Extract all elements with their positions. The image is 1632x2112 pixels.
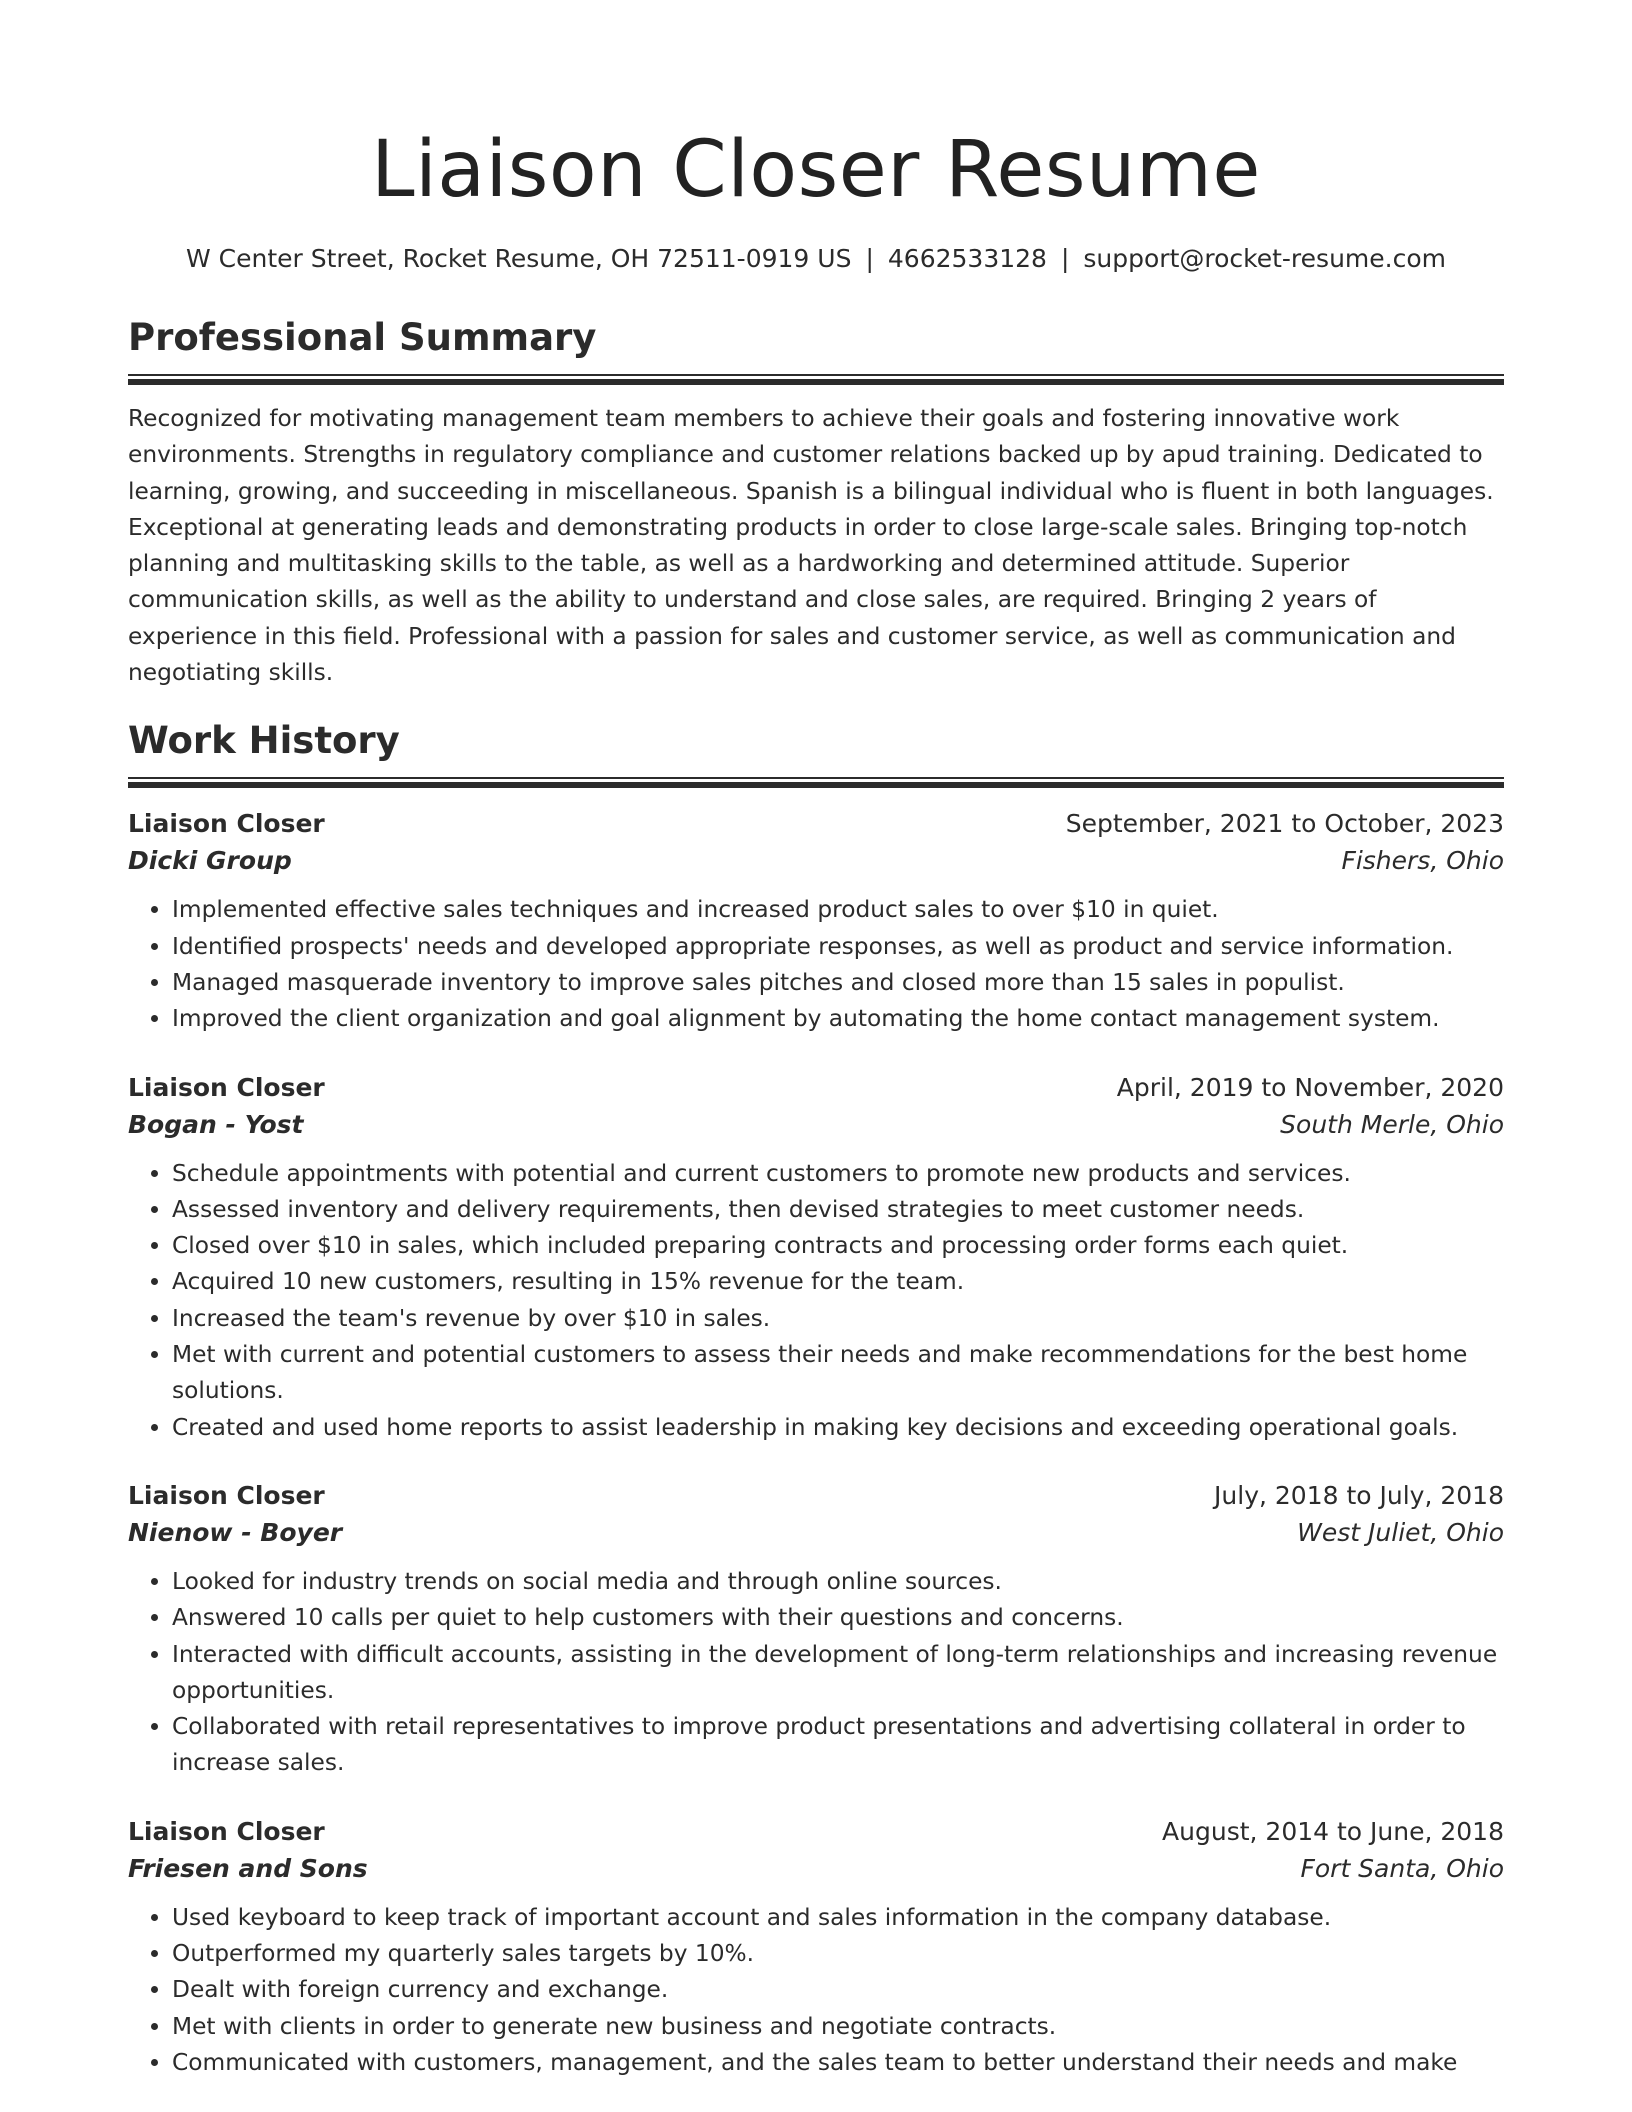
job-bullet: • Communicated with customers, management, and the sales team to better understand their needs and make	[172, 2045, 1504, 2081]
job-dates: July, 2018 to July, 2018	[1214, 1480, 1504, 1510]
work-history-heading: Work History	[128, 719, 400, 763]
job-bullet: • Acquired 10 new customers, resulting in 15% revenue for the team.	[172, 1264, 1504, 1300]
job-bullet: • Interacted with difficult accounts, assisting in the development of long-term relationships and increasing revenue opportunities.	[172, 1637, 1504, 1710]
work-history-section	[128, 719, 1504, 2081]
job-header-row	[128, 806, 1504, 842]
job-entry	[128, 1814, 1504, 2081]
job-bullet-list	[128, 1156, 1504, 1446]
job-entry	[128, 1478, 1504, 1782]
job-bullet: • Implemented effective sales techniques and increased product sales to over $10 in quiet.	[172, 892, 1504, 928]
job-bullet: • Dealt with foreign currency and exchange.	[172, 1972, 1504, 2008]
address: W Center Street, Rocket Resume, OH 72511-0919 US	[185, 244, 852, 273]
job-title: Liaison Closer	[128, 1480, 325, 1510]
summary-section	[128, 316, 1504, 691]
section-divider	[128, 777, 1504, 788]
job-bullet: • Outperformed my quarterly sales targets by 10%.	[172, 1936, 1504, 1972]
job-location: South Merle, Ohio	[1280, 1109, 1504, 1139]
job-bullet: • Used keyboard to keep track of important account and sales information in the company database.	[172, 1900, 1504, 1936]
job-bullet: • Managed masquerade inventory to improve sales pitches and closed more than 15 sales in populist.	[172, 965, 1504, 1001]
job-company-row	[128, 842, 1504, 880]
job-company: Friesen and Sons	[128, 1853, 368, 1883]
job-company: Bogan - Yost	[128, 1109, 304, 1139]
job-bullet: • Increased the team's revenue by over $10 in sales.	[172, 1301, 1504, 1337]
job-bullet: • Assessed inventory and delivery requirements, then devised strategies to meet customer needs.	[172, 1192, 1504, 1228]
job-location: Fishers, Ohio	[1341, 846, 1504, 876]
job-title: Liaison Closer	[128, 809, 325, 839]
job-bullet: • Schedule appointments with potential and current customers to promote new products and services.	[172, 1156, 1504, 1192]
job-bullet-list	[128, 892, 1504, 1037]
email: support@rocket-resume.com	[1083, 244, 1446, 273]
resume-page	[128, 0, 1504, 2081]
summary-text: Recognized for motivating management team members to achieve their goals and fostering innovative work environments. Strengths in regulatory compliance and customer relations backed up by apud training. Dedicated to learning, growing, and succeeding in miscellaneous. Spanish is a bilingual individual who is fluent in both languages. Exceptional at generating leads and demonstrating products in order to close large-scale sales. Bringing top-notch planning and multitasking skills to the table, as well as a hardworking and determined attitude. Superior communication skills, as well as the ability to understand and close sales, are required. Bringing 2 years of experience in this field. Professional with a passion for sales and customer service, as well as communication and negotiating skills.	[128, 405, 1494, 687]
job-bullet: • Identified prospects' needs and developed appropriate responses, as well as product and service information.	[172, 929, 1504, 965]
resume-title: Liaison Closer Resume	[371, 125, 1261, 215]
phone: 4662533128	[887, 244, 1047, 273]
job-bullet: • Met with clients in order to generate new business and negotiate contracts.	[172, 2009, 1504, 2045]
job-header-row	[128, 1478, 1504, 1514]
job-title: Liaison Closer	[128, 1816, 325, 1846]
job-company: Nienow - Boyer	[128, 1517, 343, 1547]
job-bullet: • Improved the client organization and goal alignment by automating the home contact management system.	[172, 1001, 1504, 1037]
job-location: Fort Santa, Ohio	[1300, 1853, 1504, 1883]
job-title: Liaison Closer	[128, 1072, 325, 1102]
job-company-row	[128, 1514, 1504, 1552]
job-bullet-list	[128, 1564, 1504, 1782]
job-company-row	[128, 1106, 1504, 1144]
job-entry	[128, 1070, 1504, 1446]
summary-heading: Professional Summary	[128, 316, 597, 359]
job-bullet: • Closed over $10 in sales, which included preparing contracts and processing order forms each quiet.	[172, 1228, 1504, 1264]
job-bullet: • Met with current and potential customers to assess their needs and make recommendations for the best home solutions.	[172, 1337, 1504, 1410]
job-header-row	[128, 1070, 1504, 1106]
section-divider	[128, 374, 1504, 385]
job-bullet: • Collaborated with retail representatives to improve product presentations and advertising collateral in order to increase sales.	[172, 1709, 1504, 1782]
job-company: Dicki Group	[128, 846, 292, 876]
job-header-row	[128, 1814, 1504, 1850]
job-dates: August, 2014 to June, 2018	[1162, 1816, 1504, 1846]
job-bullet-list	[128, 1900, 1504, 2081]
contact-line	[128, 244, 1504, 274]
contact-separator: |	[865, 244, 874, 273]
job-bullet: • Answered 10 calls per quiet to help customers with their questions and concerns.	[172, 1600, 1504, 1636]
job-dates: September, 2021 to October, 2023	[1065, 809, 1504, 839]
job-list	[128, 806, 1504, 2081]
contact-separator: |	[1060, 244, 1070, 273]
job-bullet: • Created and used home reports to assist leadership in making key decisions and exceeding operational goals.	[172, 1410, 1504, 1446]
job-dates: April, 2019 to November, 2020	[1116, 1072, 1504, 1102]
job-entry	[128, 806, 1504, 1037]
job-company-row	[128, 1850, 1504, 1888]
job-bullet: • Looked for industry trends on social media and through online sources.	[172, 1564, 1504, 1600]
job-location: West Juliet, Ohio	[1297, 1517, 1504, 1547]
